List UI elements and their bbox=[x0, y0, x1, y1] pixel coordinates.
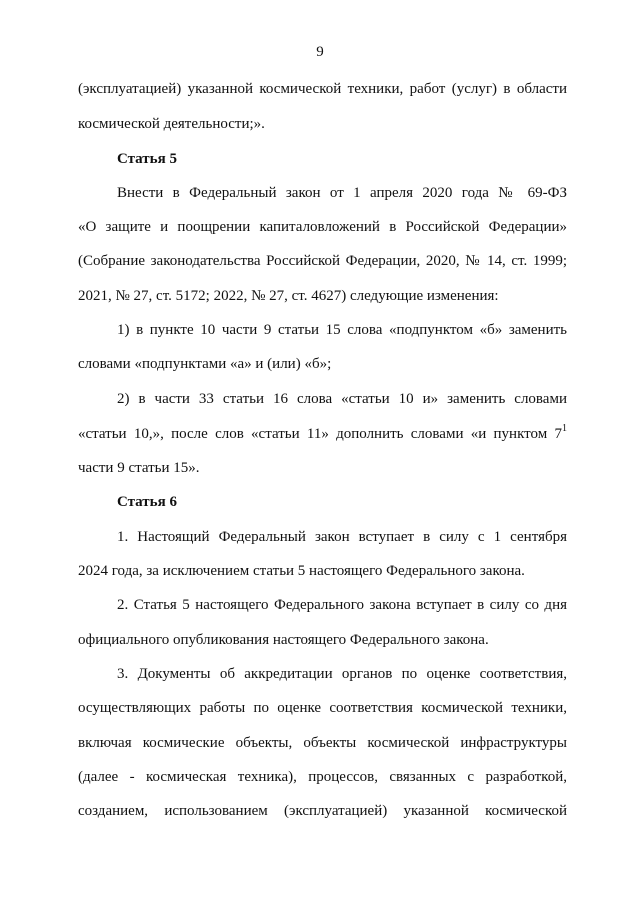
text-fragment: «статьи 10,», после слов «статьи 11» дополнить словами «и пунктом 7 bbox=[78, 426, 562, 442]
text-line: 2. Статья 5 настоящего Федерального закона вступает в силу со дня bbox=[117, 597, 567, 613]
text-line: (Собрание законодательства Российской Федерации, 2020, № 14, ст. 1999; bbox=[78, 253, 567, 269]
text-line: (далее - космическая техника), процессов, связанных с разработкой, bbox=[78, 769, 567, 785]
text-line: 2024 года, за исключением статьи 5 настоящего Федерального закона. bbox=[78, 563, 525, 579]
article-6-heading: Статья 6 bbox=[117, 494, 177, 510]
page-number: 9 bbox=[316, 44, 324, 60]
text-line: включая космические объекты, объекты космической инфраструктуры bbox=[78, 735, 567, 751]
text-line: словами «подпунктами «а» и (или) «б»; bbox=[78, 356, 332, 372]
text-line: космической деятельности;». bbox=[78, 116, 265, 132]
text-line: созданием, использованием (эксплуатацией) указанной космической bbox=[78, 803, 567, 819]
text-line: (эксплуатацией) указанной космической техники, работ (услуг) в области bbox=[78, 81, 567, 97]
text-line: 2) в части 33 статьи 16 слова «статьи 10 и» заменить словами bbox=[117, 391, 567, 407]
text-line: официального опубликования настоящего Федерального закона. bbox=[78, 632, 489, 648]
text-line: «О защите и поощрении капиталовложений в Российской Федерации» bbox=[78, 219, 567, 235]
text-line-with-superscript bbox=[78, 424, 567, 444]
text-line: осуществляющих работы по оценке соответствия космической техники, bbox=[78, 700, 567, 716]
text-line: 3. Документы об аккредитации органов по оценке соответствия, bbox=[117, 666, 567, 682]
text-line: 1) в пункте 10 части 9 статьи 15 слова «подпунктом «б» заменить bbox=[117, 322, 567, 338]
text-line: 2021, № 27, ст. 5172; 2022, № 27, ст. 4627) следующие изменения: bbox=[78, 288, 499, 304]
text-line: Внести в Федеральный закон от 1 апреля 2020 года № 69-ФЗ bbox=[117, 185, 567, 201]
text-line: части 9 статьи 15». bbox=[78, 460, 200, 476]
text-line: 1. Настоящий Федеральный закон вступает в силу с 1 сентября bbox=[117, 529, 567, 545]
superscript: 1 bbox=[562, 423, 567, 434]
article-5-heading: Статья 5 bbox=[117, 151, 177, 167]
